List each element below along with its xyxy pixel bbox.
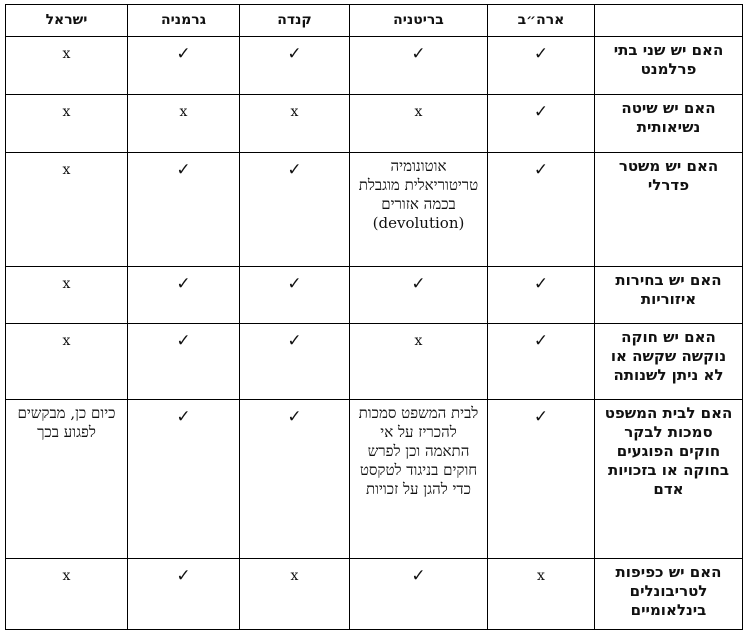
row-question: האם יש חוקה נוקשה שקשה או לא ניתן לשנותה	[595, 324, 743, 400]
check-mark: ✓	[287, 274, 302, 294]
check-mark: ✓	[176, 160, 191, 180]
x-mark: x	[537, 568, 545, 584]
table-row-federal	[6, 153, 743, 267]
cell-britain	[350, 267, 488, 324]
cell-germany	[128, 37, 240, 95]
x-mark: x	[414, 104, 423, 120]
row-question: האם לבית המשפט סמכות לבקר חוקים הפוגעים בחוקה או בזכויות אדם	[595, 400, 743, 559]
cell-israel	[6, 95, 128, 153]
cell-canada	[240, 324, 350, 400]
cell-israel-note: כיום כן, מבקשים לפגוע בכך	[6, 400, 128, 559]
cell-israel	[6, 559, 128, 630]
row-question: האם יש משטר פדרלי	[595, 153, 743, 267]
cell-germany	[128, 267, 240, 324]
check-mark: ✓	[533, 407, 549, 427]
cell-israel	[6, 153, 128, 267]
cell-germany	[128, 559, 240, 630]
cell-israel	[6, 267, 128, 324]
comparison-table	[5, 4, 743, 630]
header-usa: ארה״ב	[488, 5, 595, 37]
check-mark: ✓	[533, 102, 549, 122]
cell-britain	[350, 95, 488, 153]
cell-israel	[6, 37, 128, 95]
x-mark: x	[62, 276, 71, 292]
x-mark: x	[414, 333, 423, 349]
cell-canada	[240, 559, 350, 630]
row-question: האם יש כפיפות לטריבונלים בינלאומיים	[595, 559, 743, 630]
x-mark: x	[179, 104, 188, 120]
cell-canada	[240, 95, 350, 153]
cell-usa	[488, 153, 595, 267]
check-mark: ✓	[411, 566, 426, 586]
cell-britain	[350, 37, 488, 95]
x-mark: x	[62, 46, 71, 62]
cell-usa	[488, 267, 595, 324]
check-mark: ✓	[411, 44, 426, 64]
table-row-regional-elections	[6, 267, 743, 324]
header-row	[6, 5, 743, 37]
cell-israel	[6, 324, 128, 400]
check-mark: ✓	[533, 331, 549, 351]
x-mark: x	[62, 162, 71, 178]
table-row-international-tribunals	[6, 559, 743, 630]
cell-canada	[240, 37, 350, 95]
cell-canada	[240, 267, 350, 324]
row-question: האם יש שיטה נשיאותית	[595, 95, 743, 153]
header-canada: קנדה	[240, 5, 350, 37]
table-row-bicameral	[6, 37, 743, 95]
cell-germany	[128, 324, 240, 400]
check-mark: ✓	[287, 331, 302, 351]
cell-britain-note: אוטונומיה טריטוריאלית מוגבלת בכמה אזורים (devolution)	[350, 153, 488, 267]
cell-britain	[350, 559, 488, 630]
x-mark: x	[62, 333, 71, 349]
x-mark: x	[62, 568, 71, 584]
cell-germany	[128, 400, 240, 559]
cell-usa	[488, 324, 595, 400]
check-mark: ✓	[533, 160, 549, 180]
table-row-judicial-review	[6, 400, 743, 559]
check-mark: ✓	[176, 331, 191, 351]
cell-usa	[488, 95, 595, 153]
check-mark: ✓	[533, 44, 549, 64]
cell-usa	[488, 37, 595, 95]
header-germany: גרמניה	[128, 5, 240, 37]
cell-canada	[240, 400, 350, 559]
table-row-rigid-constitution	[6, 324, 743, 400]
cell-germany	[128, 153, 240, 267]
check-mark: ✓	[176, 407, 191, 427]
x-mark: x	[290, 104, 299, 120]
cell-usa	[488, 400, 595, 559]
check-mark: ✓	[411, 274, 426, 294]
check-mark: ✓	[287, 44, 302, 64]
check-mark: ✓	[287, 160, 302, 180]
cell-britain-note: לבית המשפט סמכות להכריז על אי התאמה וכן לפרש חוקים בניגוד לטקסט כדי להגן על זכויות	[350, 400, 488, 559]
check-mark: ✓	[176, 566, 191, 586]
cell-germany	[128, 95, 240, 153]
header-britain: בריטניה	[350, 5, 488, 37]
header-israel: ישראל	[6, 5, 128, 37]
cell-britain	[350, 324, 488, 400]
check-mark: ✓	[176, 44, 191, 64]
cell-canada	[240, 153, 350, 267]
x-mark: x	[290, 568, 299, 584]
table-row-presidential	[6, 95, 743, 153]
header-blank	[595, 5, 743, 37]
row-question: האם יש בחירות איזוריות	[595, 267, 743, 324]
row-question: האם יש שני בתי פרלמנט	[595, 37, 743, 95]
check-mark: ✓	[176, 274, 191, 294]
check-mark: ✓	[533, 274, 549, 294]
cell-usa	[488, 559, 595, 630]
x-mark: x	[62, 104, 71, 120]
check-mark: ✓	[287, 407, 302, 427]
